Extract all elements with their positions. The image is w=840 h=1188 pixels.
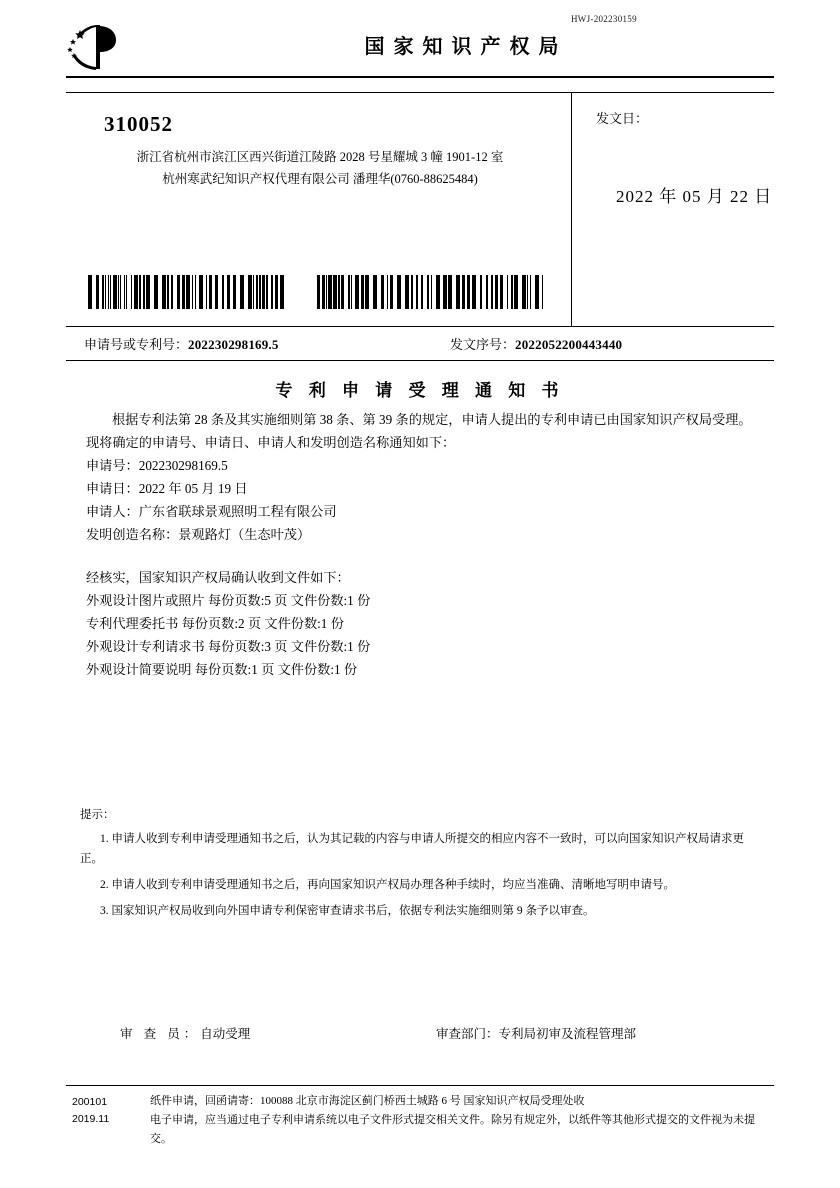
serial-barcode bbox=[317, 275, 543, 309]
body-file-item: 外观设计图片或照片 每份页数:5 页 文件份数:1 份 bbox=[86, 593, 371, 608]
issue-date-label: 发文日： bbox=[596, 111, 649, 126]
divider-header-bottom bbox=[66, 92, 774, 93]
notes-title: 提示： bbox=[80, 809, 115, 821]
divider-header-top bbox=[66, 76, 774, 78]
footer-code-1: 200101 bbox=[72, 1096, 108, 1108]
department-value: 专利局初审及流程管理部 bbox=[498, 1027, 637, 1041]
notes-section bbox=[80, 805, 760, 927]
body-paragraph-1: 根据专利法第 28 条及其实施细则第 38 条、第 39 条的规定，申请人提出的专利申请已由国家知识产权局受理。现将确定的申请号、申请日、申请人和发明创造名称通知如下： bbox=[86, 412, 752, 450]
note-item: 3. 国家知识产权局收到向外国申请专利保密审查请求书后，依据专利法实施细则第 9 条予以审查。 bbox=[100, 905, 595, 917]
document-code: HWJ-202230159 bbox=[571, 14, 637, 24]
footer-code-2: 2019.11 bbox=[72, 1113, 110, 1125]
department-row bbox=[436, 1024, 636, 1042]
body-applicant: 申请人：广东省联球景观照明工程有限公司 bbox=[86, 504, 337, 519]
examiner-value: 自动受理 bbox=[200, 1027, 251, 1041]
body-file-item: 外观设计专利请求书 每份页数:3 页 文件份数:1 份 bbox=[86, 639, 371, 654]
application-barcode bbox=[88, 275, 284, 309]
postcode: 310052 bbox=[104, 112, 173, 136]
serial-number-value: 2022052200443440 bbox=[515, 337, 623, 352]
application-number-value: 202230298169.5 bbox=[188, 337, 279, 352]
body-invention-name: 发明创造名称：景观路灯（生态叶茂） bbox=[86, 527, 311, 542]
divider-footer bbox=[66, 1085, 774, 1086]
footer-codes bbox=[72, 1094, 109, 1128]
national-emblem-icon bbox=[66, 22, 122, 72]
issue-date-value: 2022 年 05 月 22 日 bbox=[616, 187, 773, 206]
body-file-item: 外观设计简要说明 每份页数:1 页 文件份数:1 份 bbox=[86, 662, 358, 677]
recipient-address bbox=[80, 146, 560, 190]
body-confirm-line: 经核实，国家知识产权局确认收到文件如下： bbox=[86, 570, 350, 585]
application-number-label: 申请号或专利号： bbox=[84, 337, 189, 352]
organization-title: 国家知识产权局 bbox=[364, 36, 568, 58]
footer-text bbox=[150, 1092, 770, 1149]
page-title: 专 利 申 请 受 理 通 知 书 bbox=[275, 381, 565, 400]
body-file-item: 专利代理委托书 每份页数:2 页 文件份数:1 份 bbox=[86, 616, 344, 631]
examiner-row bbox=[120, 1024, 250, 1042]
document-body bbox=[86, 408, 756, 681]
note-item: 2. 申请人收到专利申请受理通知书之后，再向国家知识产权局办理各种手续时，均应当准确、清晰地写明申请号。 bbox=[100, 879, 675, 891]
examiner-label: 审 查 员： bbox=[120, 1027, 201, 1041]
document-header bbox=[66, 22, 774, 74]
serial-number-row bbox=[450, 334, 622, 353]
divider-vertical bbox=[571, 92, 572, 326]
note-item: 1. 申请人收到专利申请受理通知书之后，认为其记载的内容与申请人所提交的相应内容不一致时，可以向国家知识产权局请求更正。 bbox=[80, 833, 744, 865]
footer-line-2: 电子申请，应当通过电子专利申请系统以电子文件形式提交相关文件。除另有规定外，以纸件等其他形式提交的文件视为未提交。 bbox=[150, 1114, 755, 1145]
application-number-row bbox=[84, 334, 279, 353]
address-line-2: 杭州寒武纪知识产权代理有限公司 潘理华(0760-88625484) bbox=[162, 172, 478, 186]
serial-number-label: 发文序号： bbox=[450, 337, 516, 352]
divider-mail-bottom bbox=[66, 326, 774, 327]
body-application-number: 申请号：202230298169.5 bbox=[86, 458, 228, 473]
divider-numbers-bottom bbox=[66, 360, 774, 361]
body-spacer bbox=[86, 546, 756, 566]
address-line-1: 浙江省杭州市滨江区西兴街道江陵路 2028 号星耀城 3 幢 1901-12 室 bbox=[136, 150, 504, 164]
department-label: 审查部门： bbox=[436, 1027, 499, 1041]
body-application-date: 申请日：2022 年 05 月 19 日 bbox=[86, 481, 248, 496]
footer-line-1: 纸件申请，回函请寄：100088 北京市海淀区蓟门桥西土城路 6 号 国家知识产权局受理处收 bbox=[150, 1095, 585, 1107]
